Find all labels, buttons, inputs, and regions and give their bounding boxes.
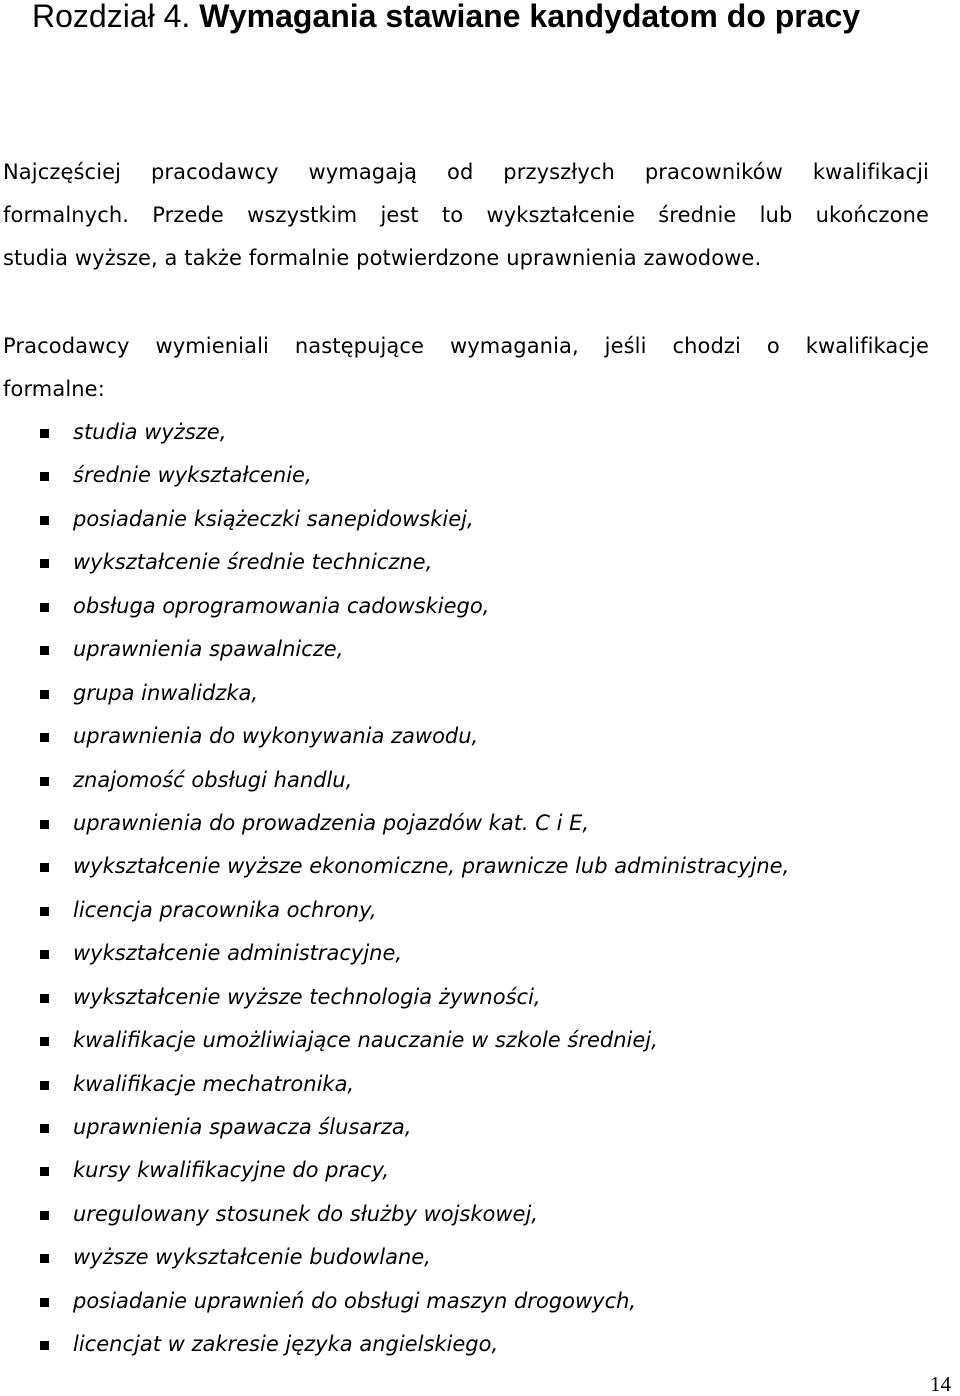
list-item bbox=[0, 1323, 940, 1366]
list-item bbox=[0, 628, 940, 671]
list-item-text: wyższe wykształcenie budowlane, bbox=[73, 1245, 431, 1270]
page-number: 14 bbox=[930, 1372, 951, 1396]
list-item bbox=[0, 759, 940, 802]
list-item-text: wykształcenie średnie techniczne, bbox=[73, 550, 433, 575]
list-item bbox=[0, 1106, 940, 1149]
square-bullet-icon bbox=[40, 907, 49, 916]
chapter-heading bbox=[32, 0, 932, 44]
square-bullet-icon bbox=[40, 472, 49, 481]
square-bullet-icon bbox=[40, 863, 49, 872]
square-bullet-icon bbox=[40, 646, 49, 655]
list-item bbox=[0, 541, 940, 584]
paragraph-line: formalnych. Przede wszystkim jest to wykształcenie średnie lub ukończone bbox=[3, 203, 929, 227]
list-item-text: uprawnienia spawalnicze, bbox=[73, 637, 344, 662]
list-item-text: wykształcenie wyższe ekonomiczne, prawnicze lub administracyjne, bbox=[73, 854, 790, 879]
square-bullet-icon bbox=[40, 1081, 49, 1090]
square-bullet-icon bbox=[40, 1341, 49, 1350]
list-item-text: średnie wykształcenie, bbox=[73, 463, 312, 488]
square-bullet-icon bbox=[40, 1298, 49, 1307]
paragraph-line: Pracodawcy wymieniali następujące wymagania, jeśli chodzi o kwalifikacje bbox=[3, 334, 929, 358]
list-item-text: licencja pracownika ochrony, bbox=[73, 897, 377, 922]
requirements-list bbox=[0, 411, 940, 1367]
paragraph-line: studia wyższe, a także formalnie potwierdzone uprawnienia zawodowe. bbox=[3, 246, 762, 270]
list-item bbox=[0, 1280, 940, 1323]
list-item bbox=[0, 454, 940, 497]
list-item-text: uprawnienia spawacza ślusarza, bbox=[73, 1115, 412, 1139]
square-bullet-icon bbox=[40, 1167, 49, 1176]
list-item bbox=[0, 845, 940, 888]
chapter-title: Wymagania stawiane kandydatom do pracy bbox=[199, 0, 861, 34]
list-item-text: posiadanie uprawnień do obsługi maszyn drogowych, bbox=[73, 1288, 637, 1313]
list-item bbox=[0, 1193, 940, 1236]
square-bullet-icon bbox=[40, 950, 49, 959]
list-item-text: posiadanie książeczki sanepidowskiej, bbox=[73, 506, 474, 531]
square-bullet-icon bbox=[40, 994, 49, 1003]
square-bullet-icon bbox=[40, 733, 49, 742]
paragraph-line: Najczęściej pracodawcy wymagają od przyszłych pracowników kwalifikacji bbox=[3, 160, 929, 184]
square-bullet-icon bbox=[40, 1037, 49, 1046]
square-bullet-icon bbox=[40, 690, 49, 699]
list-item bbox=[0, 802, 940, 845]
list-item bbox=[0, 498, 940, 541]
list-item-text: licencjat w zakresie języka angielskiego, bbox=[73, 1332, 499, 1357]
square-bullet-icon bbox=[40, 1124, 49, 1133]
list-item-text: uregulowany stosunek do służby wojskowej, bbox=[73, 1201, 538, 1226]
list-item bbox=[0, 932, 940, 975]
square-bullet-icon bbox=[40, 777, 49, 786]
chapter-number: Rozdział 4. bbox=[32, 0, 191, 34]
list-item-text: kwalifikacje mechatronika, bbox=[73, 1071, 355, 1096]
list-item bbox=[0, 1019, 940, 1062]
list-item-text: uprawnienia do prowadzenia pojazdów kat. C i E, bbox=[73, 810, 590, 835]
list-item-text: studia wyższe, bbox=[73, 420, 227, 444]
list-item bbox=[0, 1149, 940, 1192]
list-item-text: znajomość obsługi handlu, bbox=[73, 767, 353, 792]
list-item bbox=[0, 715, 940, 758]
list-item bbox=[0, 1063, 940, 1106]
square-bullet-icon bbox=[40, 1211, 49, 1220]
square-bullet-icon bbox=[40, 516, 49, 525]
requirements-intro-paragraph bbox=[3, 325, 929, 411]
square-bullet-icon bbox=[40, 429, 49, 438]
list-item-text: obsługa oprogramowania cadowskiego, bbox=[73, 593, 490, 618]
list-item bbox=[0, 411, 940, 454]
list-item bbox=[0, 1236, 940, 1279]
square-bullet-icon bbox=[40, 820, 49, 829]
list-item-text: kwalifikacje umożliwiające nauczanie w szkole średniej, bbox=[73, 1028, 658, 1053]
list-item-text: uprawnienia do wykonywania zawodu, bbox=[73, 724, 479, 749]
paragraph-line: formalne: bbox=[3, 377, 105, 401]
list-item bbox=[0, 889, 940, 932]
square-bullet-icon bbox=[40, 559, 49, 568]
list-item bbox=[0, 585, 940, 628]
square-bullet-icon bbox=[40, 603, 49, 612]
square-bullet-icon bbox=[40, 1254, 49, 1263]
list-item bbox=[0, 672, 940, 715]
list-item-text: grupa inwalidzka, bbox=[73, 680, 259, 705]
intro-paragraph bbox=[3, 151, 929, 280]
list-item-text: wykształcenie wyższe technologia żywności, bbox=[73, 984, 541, 1009]
list-item bbox=[0, 976, 940, 1019]
list-item-text: kursy kwalifikacyjne do pracy, bbox=[73, 1158, 390, 1183]
list-item-text: wykształcenie administracyjne, bbox=[73, 941, 403, 966]
